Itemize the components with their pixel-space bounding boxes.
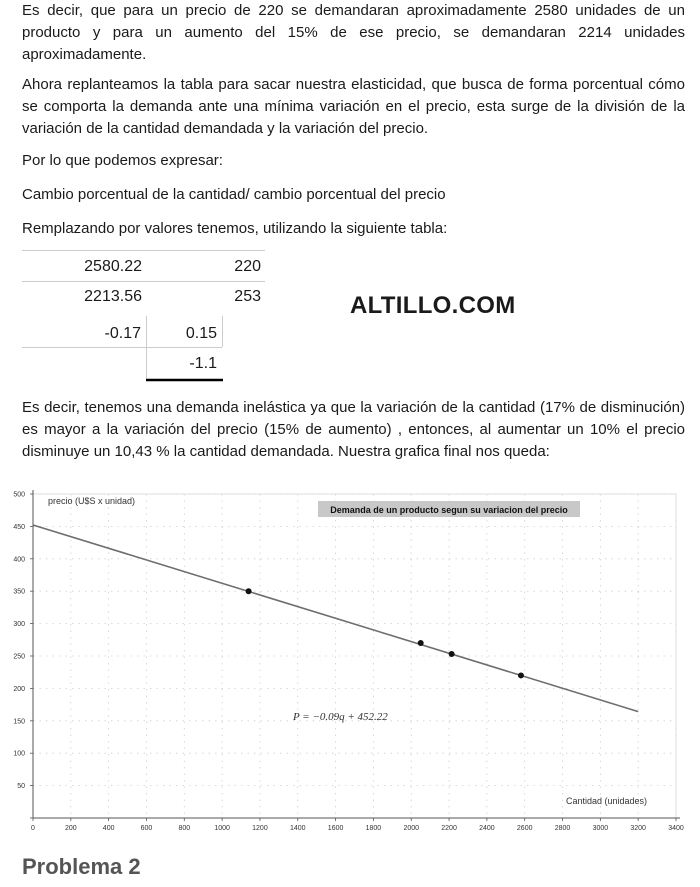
x-tick-label: 3000 (592, 825, 609, 832)
demand-chart (0, 470, 700, 850)
x-tick-label: 1600 (327, 825, 344, 832)
x-tick-label: 2000 (403, 825, 420, 832)
x-tick-label: 2800 (554, 825, 571, 832)
table-cell-price-change: 0.15 (185, 325, 217, 342)
table-cell-price-1: 220 (234, 258, 261, 275)
paragraph-table-intro: Remplazando por valores tenemos, utilizando la siguiente tabla: (22, 220, 448, 237)
paragraph-elasticity: Ahora replanteamos la tabla para sacar nuestra elasticidad, que busca de forma porcentual cómo se comporta la demanda ante una mínima variación en el precio, esta surge de la división de la variación de la cantidad demandada y la variación del precio. (22, 76, 685, 137)
chart-xlabel: Cantidad (unidades) (566, 796, 648, 806)
paragraph-expression-intro: Por lo que podemos expresar: (22, 152, 223, 169)
y-tick-label: 500 (13, 491, 25, 499)
y-tick-label: 250 (13, 653, 25, 661)
paragraph-intro: Es decir, que para un precio de 220 se demandaran aproximadamente 2580 unidades de un producto y para un aumento del 15% de ese precio, se demandaran 2214 unidades aproximadamente. (22, 2, 685, 63)
x-tick-label: 2200 (441, 825, 457, 832)
x-tick-label: 3200 (630, 825, 646, 832)
problem-heading: Problema 2 (22, 854, 141, 879)
x-tick-label: 2400 (479, 825, 495, 832)
y-tick-label: 350 (13, 588, 25, 596)
table-cell-quantity-1: 2580.22 (84, 258, 142, 275)
y-tick-label: 200 (13, 685, 25, 693)
chart-ylabel: precio (U$S x unidad) (48, 496, 136, 506)
x-tick-label: 800 (178, 825, 191, 832)
x-tick-label: 0 (31, 825, 35, 832)
chart-title: Demanda de un producto segun su variacion del precio (330, 505, 568, 515)
x-tick-label: 600 (140, 825, 153, 832)
x-tick-label: 1000 (214, 825, 230, 832)
chart-ticks (13, 492, 684, 833)
y-tick-label: 300 (13, 621, 25, 629)
table-cell-price-2: 253 (234, 288, 261, 305)
table-cell-elasticity: -1.1 (189, 355, 217, 372)
data-point (449, 651, 455, 657)
y-tick-label: 450 (13, 523, 25, 531)
x-tick-label: 2600 (516, 825, 533, 832)
x-tick-label: 1800 (365, 825, 382, 832)
y-tick-label: 100 (13, 750, 25, 758)
table-cell-quantity-change: -0.17 (104, 325, 141, 342)
x-tick-label: 1200 (252, 825, 268, 832)
brand-watermark: ALTILLO.COM (350, 292, 516, 319)
chart-equation: P = −0.09q + 452.22 (293, 711, 388, 723)
table-cell-quantity-2: 2213.56 (84, 288, 142, 305)
y-tick-label: 150 (13, 718, 25, 726)
x-tick-label: 400 (102, 825, 115, 832)
data-point (418, 640, 424, 646)
y-tick-label: 400 (13, 556, 25, 564)
x-tick-label: 1400 (289, 825, 306, 832)
paragraph-formula: Cambio porcentual de la cantidad/ cambio porcentual del precio (22, 186, 446, 203)
y-tick-label: 50 (17, 783, 25, 791)
chart-axes (33, 490, 680, 818)
x-tick-label: 3400 (668, 825, 684, 832)
data-point (518, 672, 524, 678)
data-point (246, 588, 252, 594)
chart-grid (33, 494, 676, 818)
x-tick-label: 200 (64, 825, 77, 832)
paragraph-conclusion: Es decir, tenemos una demanda inelástica ya que la variación de la cantidad (17% de disminución) es mayor a la variación del precio (15% de aumento) , entonces, al aumentar un 10% el precio disminuye un 10,43 % la cantidad demandada. Nuestra grafica final nos queda: (22, 399, 685, 460)
